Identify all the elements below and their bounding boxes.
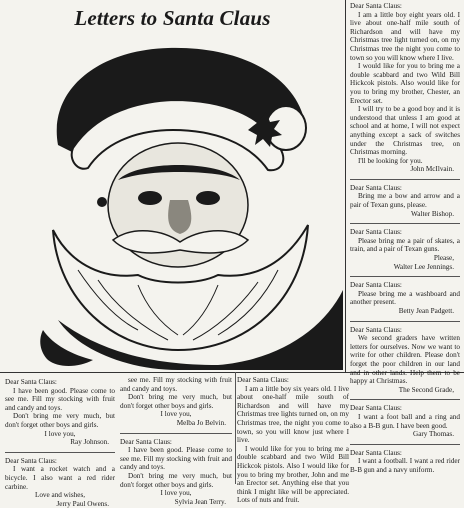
bottom-letters-column-1 bbox=[5, 378, 115, 508]
letter-divider bbox=[5, 452, 115, 453]
letter-divider bbox=[350, 399, 460, 400]
letter-paragraph: see me. Fill my stocking with fruit and candy and toys. bbox=[120, 376, 232, 393]
letter bbox=[5, 378, 115, 447]
letter-paragraph: Please bring me a pair of skates, a train, and a pair of Texan guns. bbox=[350, 236, 460, 254]
letter-divider bbox=[350, 444, 460, 445]
letter-paragraph: I am a little boy six years old. I live about one-half mile south of Richardson and will have my Christmas tree lights turned on, on my Christmas tree, the night you come to town, so you will know just where I live. bbox=[237, 384, 349, 445]
letter-body bbox=[350, 237, 460, 254]
letter bbox=[350, 184, 460, 218]
letter-paragraph: I would like for you to bring me a double scabbard and two Wild Bill Hickcok pistols. Also would like for you to bring my brother, Chester, an Erector set. bbox=[350, 62, 460, 105]
letter-paragraph: I'll be looking for you. bbox=[358, 156, 423, 165]
letter-closing: I love you, bbox=[160, 410, 192, 419]
letter-signature: Melba Jo Belvin. bbox=[176, 418, 226, 427]
letter-body bbox=[350, 334, 460, 386]
letter-salutation: Dear Santa Claus: bbox=[350, 448, 402, 457]
santa-claus-illustration bbox=[18, 30, 343, 370]
letter bbox=[120, 376, 232, 428]
letter-body bbox=[5, 465, 115, 491]
letter-signature: Jerry Paul Owens. bbox=[56, 499, 109, 508]
letter-body bbox=[350, 192, 460, 209]
letter-salutation: Dear Santa Claus: bbox=[5, 456, 57, 465]
letter-salutation: Dear Santa Claus: bbox=[350, 228, 402, 237]
letter bbox=[350, 404, 460, 438]
column-rule-vertical bbox=[345, 0, 346, 372]
letter-paragraph: Don't bring me very much, but don't forget other boys and girls. bbox=[120, 471, 232, 489]
letter-signature: Walter Bishop. bbox=[411, 209, 454, 218]
letter-paragraph: We second graders have written letters for ourselves. Now we want to write for other children. Please don't forget the poor children in our land and in other lands. Help them to be happy at Christmas. bbox=[350, 334, 460, 386]
letter-signature: The Second Grade, bbox=[398, 385, 454, 394]
letter-body bbox=[350, 11, 460, 166]
bottom-letters-column-2 bbox=[120, 376, 232, 506]
letter-closing: I love you, bbox=[160, 489, 192, 498]
letter-signature: Gary Thomas. bbox=[413, 430, 454, 439]
letter-paragraph: I will try to be a good boy and it is understood that unless I am good at school and at home, I will not expect anything except a sack of switches under the Christmas tree, on Christmas morning. bbox=[350, 105, 460, 157]
letter-divider bbox=[350, 321, 460, 322]
letter bbox=[350, 2, 460, 174]
letter-salutation: Dear Santa Claus: bbox=[350, 183, 402, 192]
letter-signature: Ray Johnson. bbox=[70, 438, 109, 447]
letter-paragraph: I would like for you to bring me a double scabbard and two Wild Bill Hickcok pistols. Also I would like for you to bring my brother, John and me an Erector set. Anything else that you think I might like will be appreciated. Lots of nuts and fruit. bbox=[237, 444, 349, 505]
letter bbox=[237, 376, 349, 505]
letter-body bbox=[237, 385, 349, 505]
letter-body bbox=[350, 290, 460, 307]
letter bbox=[120, 438, 232, 507]
letter-salutation: Dear Santa Claus: bbox=[120, 437, 172, 446]
letter-body bbox=[120, 446, 232, 489]
letter-divider bbox=[120, 433, 232, 434]
letter-body bbox=[120, 376, 232, 410]
letter-paragraph: Don't bring me very much, but don't forget other boys and girls. bbox=[120, 393, 232, 410]
letter-paragraph: Don't bring me very much, but don't forget other boys and girls. bbox=[5, 412, 115, 429]
letter-closing: I love you, bbox=[44, 429, 76, 438]
bottom-letters-column-3 bbox=[237, 376, 349, 505]
letter-salutation: Dear Santa Claus: bbox=[5, 378, 57, 386]
letter-body bbox=[350, 457, 460, 474]
letter-paragraph: I have been good. Please come to see me. Fill my stocking with fruit and candy and toys. bbox=[5, 386, 115, 412]
letter-paragraph: I have been good. Please come to see me. Fill my stocking with fruit and candy and toys. bbox=[120, 446, 232, 472]
letter-salutation: Dear Santa Claus: bbox=[350, 325, 402, 334]
page-title: Letters to Santa Claus bbox=[74, 6, 271, 30]
letter-signature: Please, bbox=[433, 254, 454, 263]
letter-divider bbox=[350, 223, 460, 224]
letter bbox=[5, 457, 115, 508]
letter-body bbox=[350, 413, 460, 430]
letter bbox=[350, 228, 460, 271]
letter-signature: Walter Lee Jennings. bbox=[393, 262, 454, 271]
letter-salutation: Dear Santa Claus: bbox=[237, 376, 289, 384]
letter-salutation: Dear Santa Claus: bbox=[350, 281, 402, 290]
letter-paragraph: I want a foot ball and a ring and also a B-B gun. I have been good. bbox=[350, 412, 460, 430]
letter bbox=[350, 326, 460, 395]
letter-salutation: Dear Santa Claus: bbox=[350, 2, 402, 10]
bottom-column-rule bbox=[235, 372, 236, 484]
letter-divider bbox=[350, 276, 460, 277]
letter-closing: Love and wishes, bbox=[34, 491, 86, 500]
letter bbox=[350, 281, 460, 315]
letter-paragraph: I want a football. I want a red rider B-B gun and a navy uniform. bbox=[350, 457, 460, 474]
letter-body bbox=[5, 387, 115, 430]
letter-signature: John McIlvain. bbox=[410, 165, 454, 174]
letter-paragraph: I am a little boy eight years old. I live about one-half mile south of Richardson and will have my Christmas tree light turned on, on my Christmas tree the night you come to town so you will know where I live. bbox=[350, 10, 460, 62]
letter-signature: Betty Jean Padgett. bbox=[398, 307, 454, 315]
letter-paragraph: I want a rocket watch and a bicycle. I also want a red rider carbine. bbox=[5, 465, 115, 491]
right-letters-column bbox=[350, 2, 460, 474]
letter-divider bbox=[350, 179, 460, 180]
letter-paragraph: Please bring me a washboard and another present. bbox=[350, 289, 460, 307]
letter-paragraph: Bring me a bow and arrow and a pair of Texan guns, please. bbox=[350, 192, 460, 210]
letter-signature: Sylvia Jean Terry. bbox=[174, 497, 226, 506]
letter bbox=[350, 449, 460, 475]
letter-salutation: Dear Santa Claus: bbox=[350, 404, 402, 413]
